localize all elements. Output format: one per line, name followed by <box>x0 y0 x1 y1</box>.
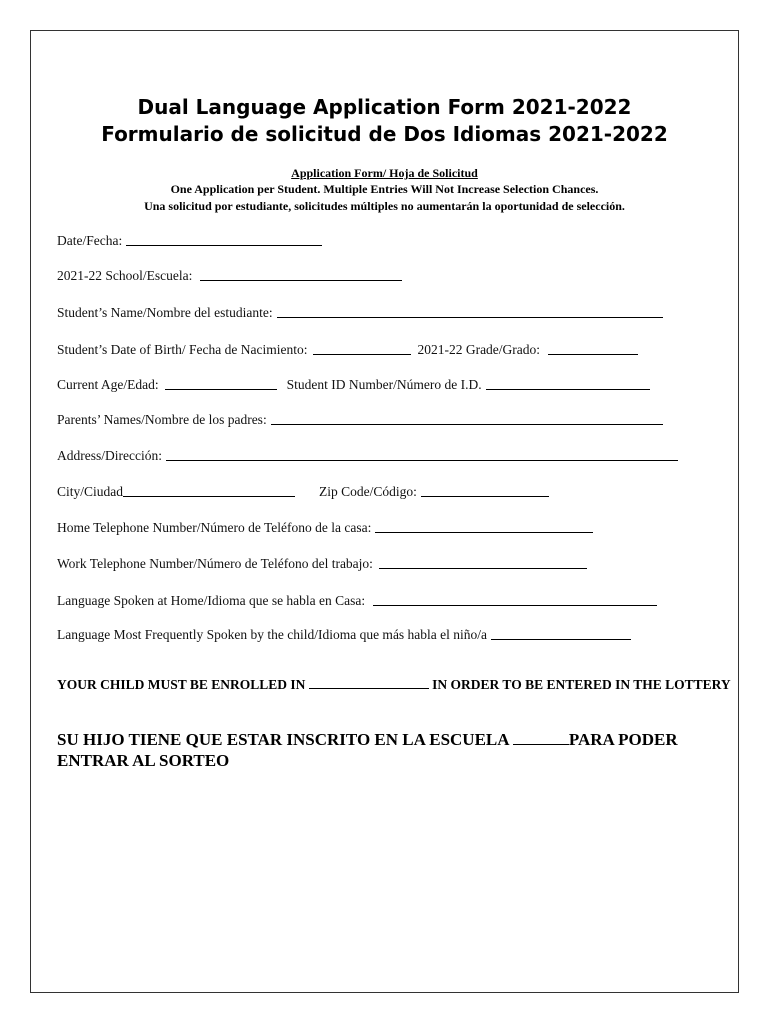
dob-blank[interactable] <box>313 353 411 355</box>
age-label: Current Age/Edad: <box>57 377 159 392</box>
student-name-blank[interactable] <box>277 316 663 318</box>
application-form-page <box>30 30 739 993</box>
language-child-label: Language Most Frequently Spoken by the child/Idioma que más habla el niño/a <box>57 627 488 642</box>
date-row <box>57 229 322 249</box>
date-blank[interactable] <box>126 244 322 246</box>
school-label: 2021-22 School/Escuela: <box>57 268 193 283</box>
parents-label: Parents’ Names/Nombre de los padres: <box>57 412 267 427</box>
city-zip-row <box>57 480 549 500</box>
notice-en-blank[interactable] <box>309 688 429 689</box>
parents-row <box>57 408 663 428</box>
notice-en-start: YOUR CHILD MUST BE ENROLLED IN <box>57 677 306 692</box>
work-phone-label: Work Telephone Number/Número de Teléfono del trabajo: <box>57 556 373 571</box>
home-phone-blank[interactable] <box>375 531 593 533</box>
student-id-label: Student ID Number/Número de I.D. <box>286 377 482 392</box>
city-blank[interactable] <box>123 495 295 497</box>
student-id-blank[interactable] <box>486 388 650 390</box>
form-heading: Application Form/ Hoja de Solicitud <box>291 166 478 180</box>
dob-label: Student’s Date of Birth/ Fecha de Nacimiento: <box>57 342 308 357</box>
rule-english: One Application per Student. Multiple Entries Will Not Increase Selection Chances. <box>170 182 599 196</box>
language-child-blank[interactable] <box>491 638 631 640</box>
date-label: Date/Fecha: <box>57 233 123 248</box>
notice-en-end: IN ORDER TO BE ENTERED IN THE LOTTERY <box>432 677 731 692</box>
language-home-label: Language Spoken at Home/Idioma que se habla en Casa: <box>57 593 366 608</box>
parents-blank[interactable] <box>271 423 663 425</box>
enrollment-notice-english <box>57 677 737 694</box>
notice-es-end: PARA PODER ENTRAR AL SORTEO <box>57 730 678 771</box>
zip-blank[interactable] <box>421 495 549 497</box>
language-child-row <box>57 623 631 643</box>
city-label: City/Ciudad <box>57 484 124 499</box>
dob-grade-row <box>57 338 638 358</box>
address-label: Address/Dirección: <box>57 448 162 463</box>
age-blank[interactable] <box>165 388 277 390</box>
student-name-label: Student’s Name/Nombre del estudiante: <box>57 305 273 320</box>
work-phone-blank[interactable] <box>379 567 587 569</box>
age-id-row <box>57 373 650 393</box>
home-phone-label: Home Telephone Number/Número de Teléfono de la casa: <box>57 520 372 535</box>
school-blank[interactable] <box>200 279 402 281</box>
language-home-row <box>57 589 657 609</box>
notice-es-blank[interactable] <box>513 744 569 745</box>
notice-es-start: SU HIJO TIENE QUE ESTAR INSCRITO EN LA ESCUELA <box>57 730 509 749</box>
school-row <box>57 264 402 284</box>
address-blank[interactable] <box>166 459 678 461</box>
language-home-blank[interactable] <box>373 604 657 606</box>
grade-blank[interactable] <box>548 353 638 355</box>
form-title-spanish: Formulario de solicitud de Dos Idiomas 2021-2022 <box>101 122 668 146</box>
form-title-english: Dual Language Application Form 2021-2022 <box>137 95 632 119</box>
student-name-row <box>57 301 663 321</box>
zip-label: Zip Code/Código: <box>319 484 417 499</box>
rule-spanish: Una solicitud por estudiante, solicitudes múltiples no aumentarán la oportunidad de selección. <box>144 199 625 213</box>
grade-label: 2021-22 Grade/Grado: <box>417 342 541 357</box>
enrollment-notice-spanish <box>57 729 737 772</box>
work-phone-row <box>57 552 587 572</box>
address-row <box>57 444 678 464</box>
home-phone-row <box>57 516 593 536</box>
